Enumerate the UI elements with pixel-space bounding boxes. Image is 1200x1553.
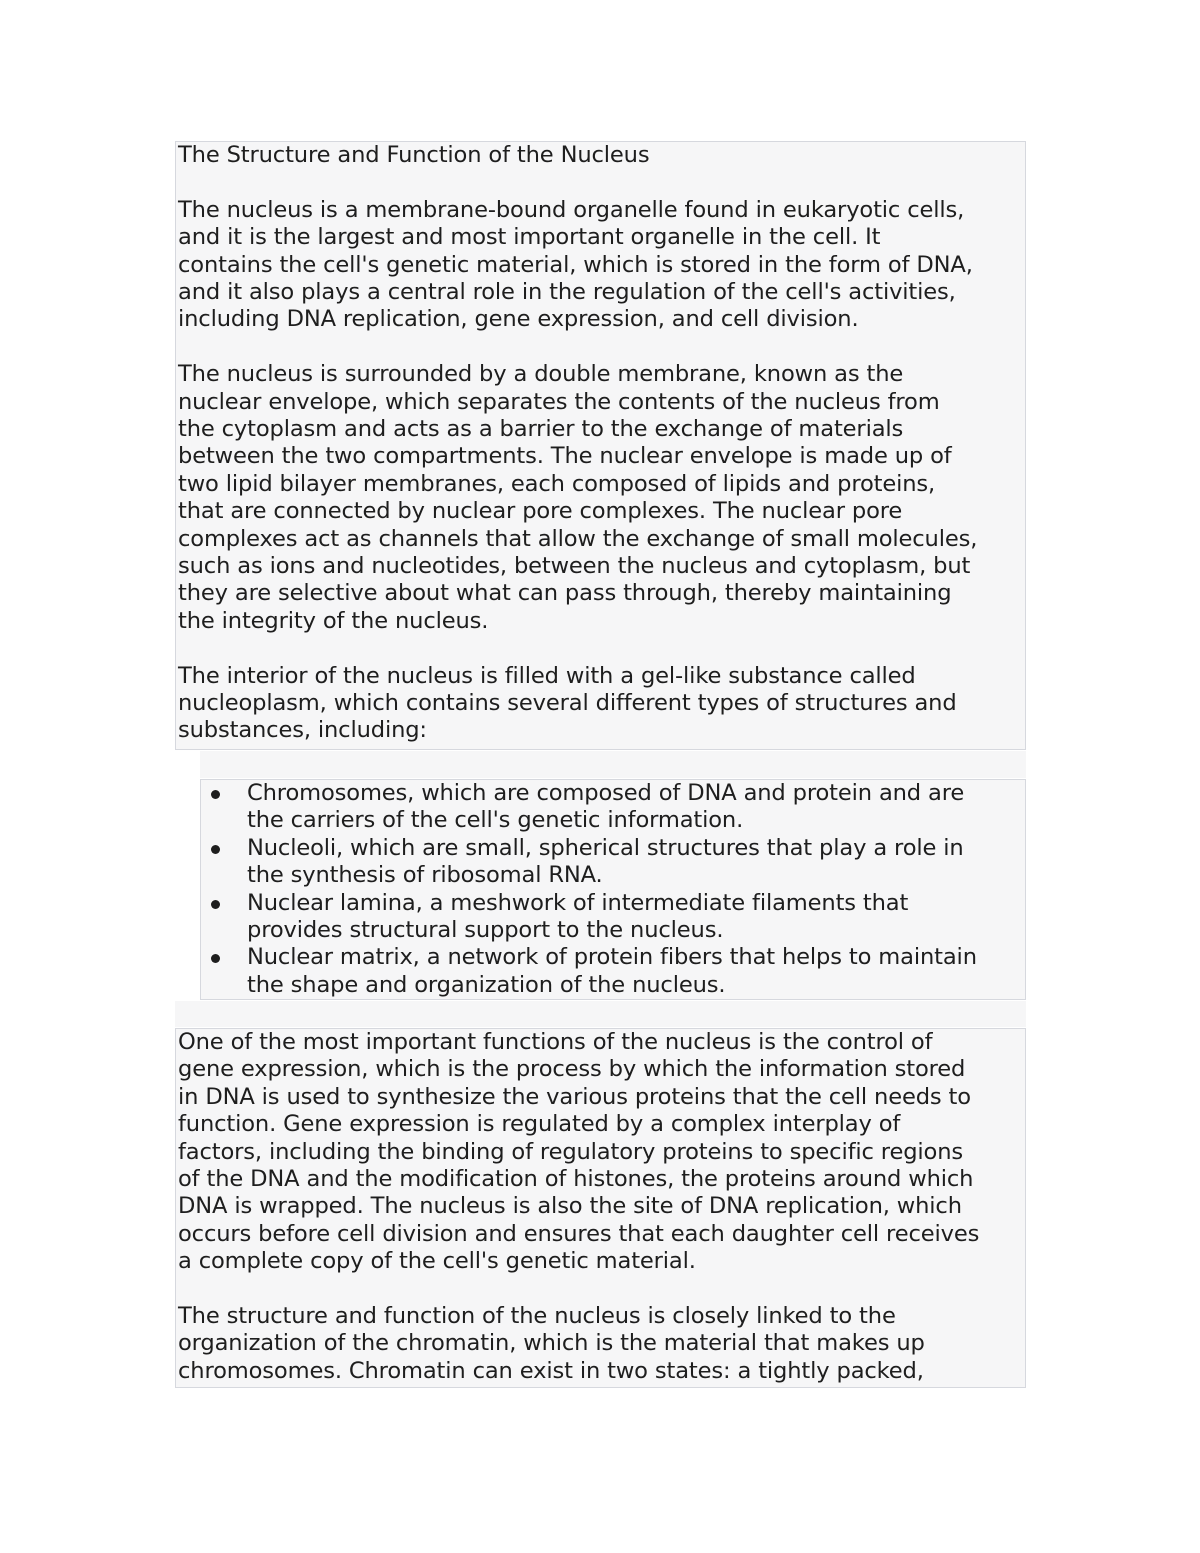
text-block-functions (175, 1028, 1026, 1388)
text-block-list (200, 779, 1026, 1000)
list-item (201, 835, 1025, 890)
document-title: The Structure and Function of the Nucleus (178, 142, 650, 168)
list-item (201, 780, 1025, 835)
nucleus-structures-list (201, 780, 1025, 999)
bullet-icon (211, 900, 220, 909)
list-item-text: Nuclear lamina, a meshwork of intermediate filaments that provides structural support to the nucleus. (247, 889, 909, 944)
text-block-intro (175, 141, 1026, 750)
bullet-icon (211, 790, 220, 799)
bullet-icon (211, 845, 220, 854)
list-item (201, 944, 1025, 999)
paragraph-nuclear-envelope: The nucleus is surrounded by a double membrane, known as the nuclear envelope, which separates the contents of the nucleus from the cytoplasm and acts as a barrier to the exchange of materials between the two compartments. The nuclear envelope is made up of two lipid bilayer membranes, each composed of lipids and proteins, that are connected by nuclear pore complexes. The nuclear pore complexes act as channels that allow the exchange of small molecules, such as ions and nucleotides, between the nucleus and cytoplasm, but they are selective about what can pass through, thereby maintaining the integrity of the nucleus. (178, 361, 978, 634)
list-item-text: Chromosomes, which are composed of DNA and protein and are the carriers of the cell's genetic information. (247, 780, 965, 834)
paragraph-chromatin: The structure and function of the nucleus is closely linked to the organization of the chromatin, which is the material that makes up chromosomes. Chromatin can exist in two states: a tightly packed, (178, 1303, 925, 1384)
paragraph-gene-expression: One of the most important functions of the nucleus is the control of gene expression, which is the process by which the information stored in DNA is used to synthesize the various proteins that the cell needs to function. Gene expression is regulated by a complex interplay of factors, including the binding of regulatory proteins to specific regions of the DNA and the modification of histones, the proteins around which DNA is wrapped. The nucleus is also the site of DNA replication, which occurs before cell division and ensures that each daughter cell receives a complete copy of the cell's genetic material. (178, 1029, 980, 1275)
block-gap (200, 751, 1026, 778)
list-item-text: Nucleoli, which are small, spherical structures that play a role in the synthesis of ribosomal RNA. (247, 834, 964, 889)
paragraph-nucleus-overview: The nucleus is a membrane-bound organelle found in eukaryotic cells, and it is the largest and most important organelle in the cell. It contains the cell's genetic material, which is stored in the form of DNA, and it also plays a central role in the regulation of the cell's activities, including DNA replication, gene expression, and cell division. (178, 196, 973, 333)
list-item (201, 890, 1025, 945)
paragraph-nucleoplasm: The interior of the nucleus is filled with a gel-like substance called nucleoplasm, which contains several different types of structures and substances, including: (178, 662, 957, 744)
block-gap (175, 1001, 1026, 1027)
bullet-icon (211, 954, 220, 963)
list-item-text: Nuclear matrix, a network of protein fibers that helps to maintain the shape and organization of the nucleus. (247, 944, 977, 998)
